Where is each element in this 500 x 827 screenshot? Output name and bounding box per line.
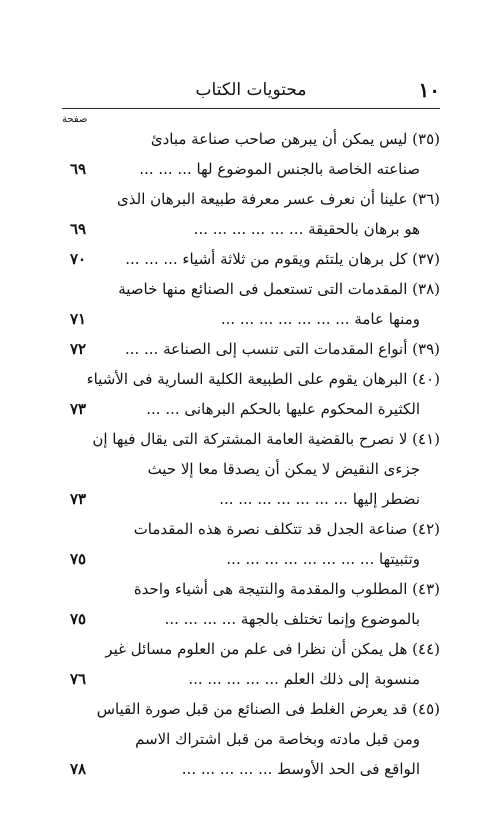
- page-header: [62, 78, 440, 106]
- page-number: ١٠: [418, 78, 440, 102]
- toc-page-number: ٦٩: [70, 220, 87, 238]
- table-of-contents: [62, 124, 440, 784]
- toc-line: [62, 544, 440, 574]
- toc-entry-title: (٤٢) صناعة الجدل قد تتكلف نصرة هذه المقدمات: [133, 520, 440, 538]
- page-column-label: صفحة: [62, 114, 88, 125]
- toc-page-number: ٦٩: [70, 160, 87, 178]
- toc-page-number: ٧٠: [70, 250, 87, 268]
- toc-entry-continuation: ومنها عامة ... ... ... ... ... ... ...: [220, 310, 420, 328]
- toc-line: [62, 364, 440, 394]
- toc-line: [62, 274, 440, 304]
- toc-page-number: ٧٥: [70, 610, 87, 628]
- toc-line: [62, 304, 440, 334]
- toc-line: [62, 574, 440, 604]
- toc-line: [62, 424, 440, 454]
- toc-page-number: ٧٢: [70, 340, 87, 358]
- toc-entry-continuation: نضطر إليها ... ... ... ... ... ... ...: [219, 490, 420, 508]
- header-rule: [62, 108, 440, 109]
- toc-entry-continuation: هو برهان بالحقيقة ... ... ... ... ... ...: [193, 220, 420, 238]
- toc-line: [62, 154, 440, 184]
- toc-entry-continuation: منسوبة إلى ذلك العلم ... ... ... ... ...: [188, 670, 420, 688]
- toc-line: [62, 394, 440, 424]
- toc-entry-continuation: الكثيرة المحكوم عليها بالحكم البرهانى ... ...: [146, 400, 420, 418]
- toc-entry-continuation: ومن قبل مادته وبخاصة من قبل اشتراك الاسم: [135, 730, 420, 748]
- toc-line: [62, 124, 440, 154]
- toc-line: [62, 454, 440, 484]
- toc-line: [62, 664, 440, 694]
- toc-entry-title: (٤٥) قد يعرض الغلط فى الصنائع من قبل صورة القياس: [96, 700, 440, 718]
- toc-entry-title: (٤٤) هل يمكن أن نظرا فى علم من العلوم مسائل غير: [105, 640, 440, 658]
- toc-page-number: ٧٣: [70, 400, 87, 418]
- toc-entry-title: (٣٧) كل برهان يلتئم ويقوم من ثلاثة أشياء ... ... ...: [125, 250, 440, 268]
- toc-line: [62, 754, 440, 784]
- toc-entry-title: (٣٦) علينا أن نعرف عسر معرفة طبيعة البرهان الذى: [117, 190, 440, 208]
- toc-line: [62, 484, 440, 514]
- toc-entry-title: (٤٠) البرهان يقوم على الطبيعة الكلية السارية فى الأشياء: [86, 370, 440, 388]
- toc-line: [62, 724, 440, 754]
- toc-page-number: ٧٨: [70, 760, 87, 778]
- toc-entry-continuation: وتثبيتها ... ... ... ... ... ... ... ...: [226, 550, 420, 568]
- toc-line: [62, 514, 440, 544]
- toc-line: [62, 214, 440, 244]
- toc-entry-title: (٤٣) المطلوب والمقدمة والنتيجة هى أشياء واحدة: [133, 580, 440, 598]
- toc-entry-title: (٣٩) أنواع المقدمات التى تنسب إلى الصناعة ... ...: [124, 340, 440, 358]
- toc-page-number: ٧٣: [70, 490, 87, 508]
- toc-entry-continuation: صناعته الخاصة بالجنس الموضوع لها ... ... ...: [139, 160, 420, 178]
- toc-line: [62, 184, 440, 214]
- running-title: محتويات الكتاب: [195, 80, 307, 100]
- toc-line: [62, 334, 440, 364]
- toc-entry-continuation: جزءى النقيض لا يمكن أن يصدقا معا إلا حيث: [147, 460, 420, 478]
- toc-entry-continuation: الواقع فى الحد الأوسط ... ... ... ... ...: [181, 760, 420, 778]
- toc-entry-title: (٣٥) ليس يمكن أن يبرهن صاحب صناعة مبادئ: [150, 130, 440, 148]
- toc-line: [62, 604, 440, 634]
- toc-line: [62, 244, 440, 274]
- toc-page-number: ٧١: [70, 310, 87, 328]
- toc-line: [62, 634, 440, 664]
- toc-line: [62, 694, 440, 724]
- toc-page-number: ٧٥: [70, 550, 87, 568]
- toc-page-number: ٧٦: [70, 670, 87, 688]
- toc-entry-title: (٤١) لا نصرح بالقضية العامة المشتركة التى يقال فيها إن: [92, 430, 440, 448]
- toc-entry-continuation: بالموضوع وإنما تختلف بالجهة ... ... ... ...: [164, 610, 420, 628]
- toc-entry-title: (٣٨) المقدمات التى تستعمل فى الصنائع منها خاصية: [118, 280, 440, 298]
